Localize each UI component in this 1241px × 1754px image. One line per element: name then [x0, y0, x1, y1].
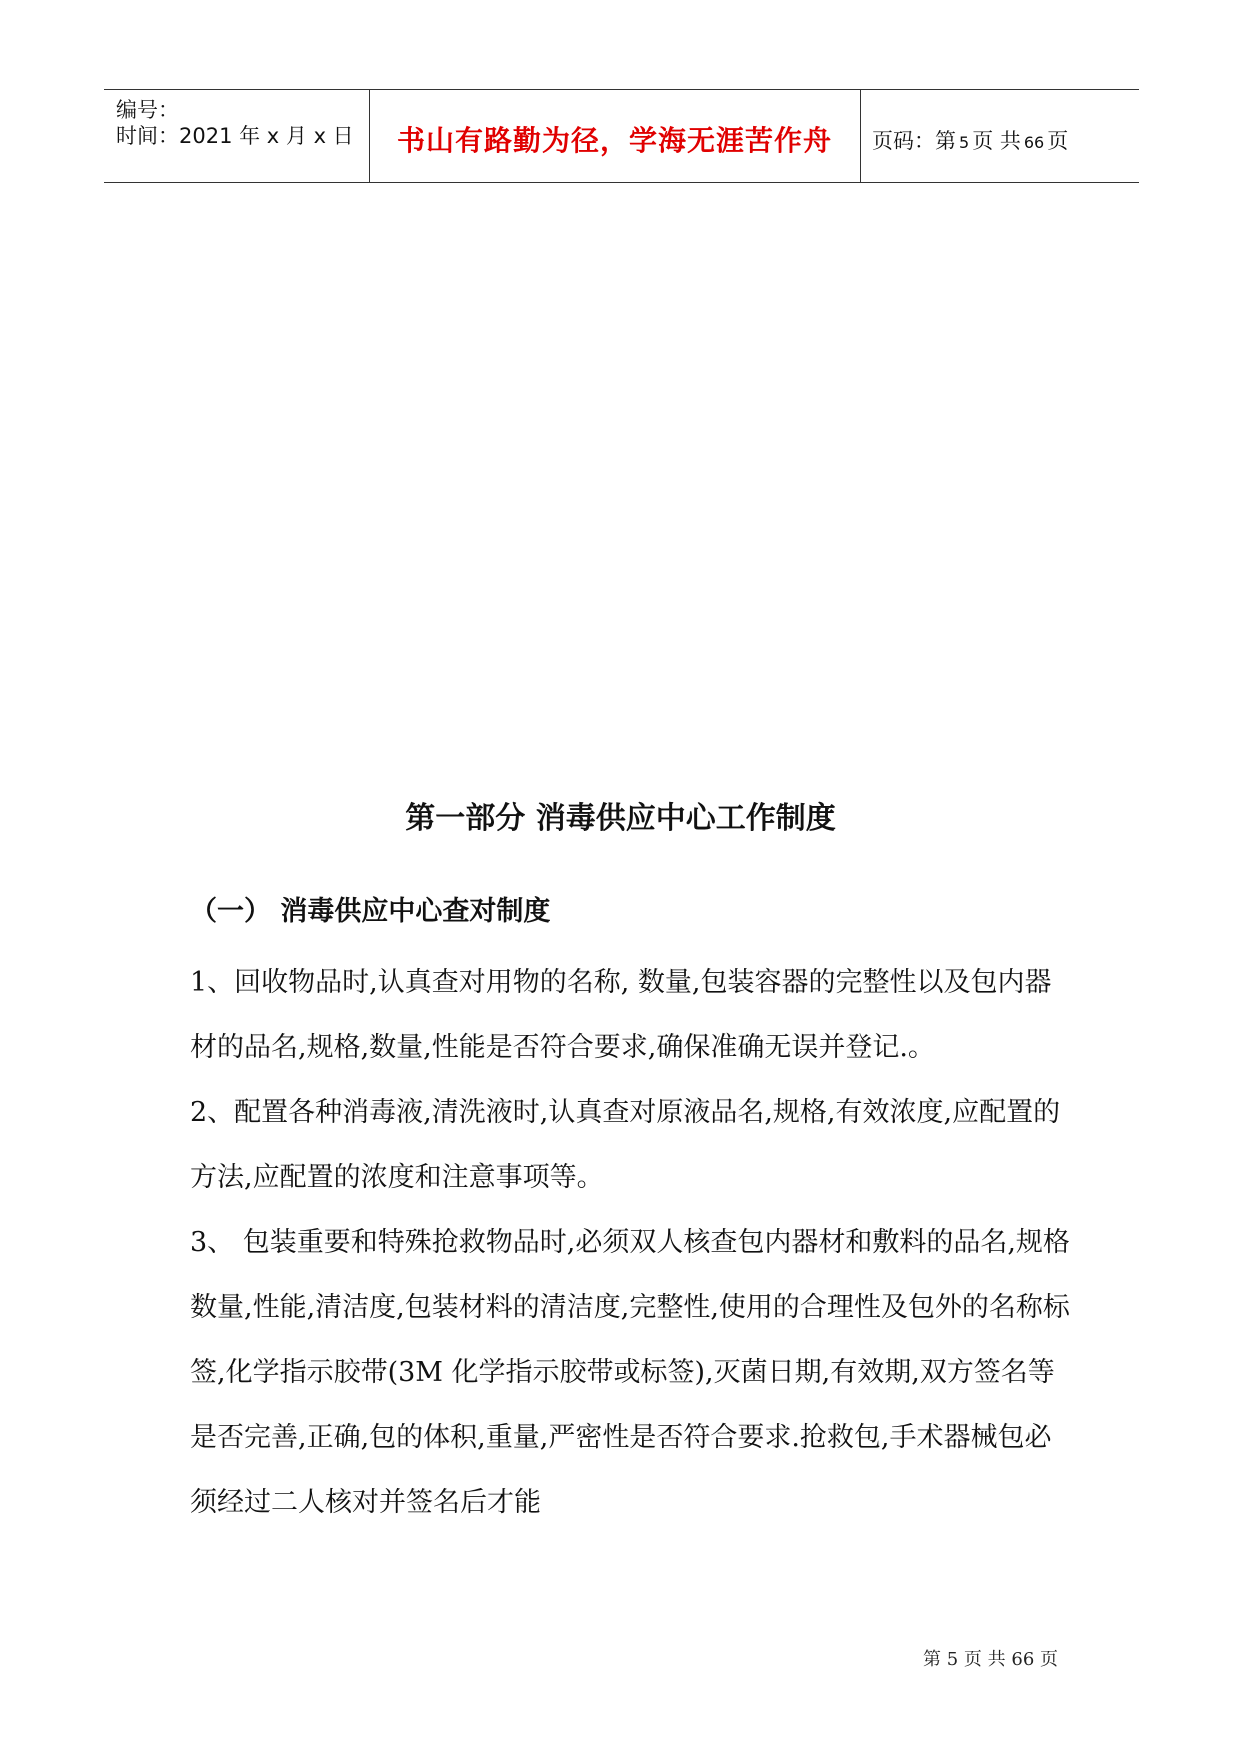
page-total: 66 — [1023, 133, 1045, 152]
document-number-label: 编号： — [116, 98, 179, 122]
paragraph-3: 3、 包装重要和特殊抢救物品时,必须双人核查包内器材和敷料的品名,规格数量,性能,清洁度,包装材料的清洁度,完整性,使用的合理性及包外的名称标签,化学指示胶带(3M 化学指示胶带或标签),灭菌日期,有效期,双方签名等是否完善,正确,包的体积,重量,严密性是否符合要求.抢救包,手术器械包必须经过二人核对并签名后才能 — [190, 1227, 1070, 1518]
header-info-cell — [104, 90, 370, 182]
page-mid: 页 共 — [972, 129, 1021, 153]
header-page-number — [872, 125, 1068, 155]
page-current: 5 — [959, 133, 970, 152]
paragraph-1: 1、回收物品时,认真查对用物的名称, 数量,包装容器的完整性以及包内器材的品名,规格,数量,性能是否符合要求,确保准确无误并登记.。 — [190, 967, 1052, 1063]
document-body — [190, 950, 1070, 1535]
header-page-cell — [860, 90, 1139, 182]
page-footer: 第 5 页 共 66 页 — [923, 1649, 1058, 1670]
page-header — [104, 89, 1139, 183]
section-heading: （一） 消毒供应中心查对制度 — [190, 896, 551, 927]
document-time-label: 时间：2021 年 x 月 x 日 — [116, 124, 354, 148]
page-suffix: 页 — [1047, 129, 1069, 153]
page-prefix: 页码：第 — [872, 129, 956, 153]
document-title: 第一部分 消毒供应中心工作制度 — [405, 801, 836, 836]
paragraph-2: 2、配置各种消毒液,清洗液时,认真查对原液品名,规格,有效浓度,应配置的方法,应配置的浓度和注意事项等。 — [190, 1097, 1061, 1193]
header-motto-cell — [369, 90, 861, 182]
motto-text: 书山有路勤为径，学海无涯苦作舟 — [396, 124, 832, 157]
